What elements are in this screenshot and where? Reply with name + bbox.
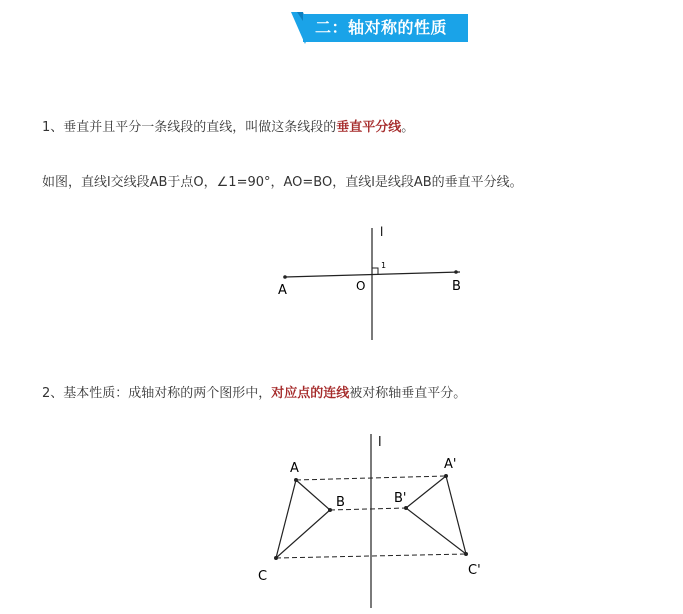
property-highlight: 对应点的连线 bbox=[271, 386, 350, 401]
point-c2 bbox=[464, 552, 468, 556]
property-text: 2、基本性质：成轴对称的两个图形中， bbox=[42, 386, 272, 401]
property-line bbox=[42, 382, 466, 401]
triangle-abc bbox=[276, 480, 330, 558]
triangle-a2b2c2 bbox=[406, 476, 466, 554]
label-l: l bbox=[380, 225, 384, 239]
example-text: 如图，直线l交线段AB于点O，∠1=90°，AO=BO，直线l是线段AB的垂直平分线。 bbox=[42, 175, 523, 190]
label-angle-1: 1 bbox=[381, 261, 387, 270]
point-a2 bbox=[444, 474, 448, 478]
point-a bbox=[283, 275, 287, 279]
banner-title: 二：轴对称的性质 bbox=[303, 14, 468, 42]
right-angle-mark bbox=[372, 268, 378, 274]
point-c bbox=[274, 556, 278, 560]
definition-suffix: 。 bbox=[401, 120, 415, 135]
property-suffix: 被对称轴垂直平分。 bbox=[349, 386, 467, 401]
label-b: B bbox=[452, 279, 461, 294]
point-a bbox=[294, 478, 298, 482]
label-a: A bbox=[278, 283, 287, 298]
definition-text: 1、垂直并且平分一条线段的直线，叫做这条线段的 bbox=[42, 120, 337, 135]
label-b-prime: B' bbox=[394, 491, 407, 506]
label-a: A bbox=[290, 461, 299, 476]
label-o: O bbox=[356, 279, 366, 293]
definition-highlight: 垂直平分线 bbox=[336, 120, 402, 135]
point-b bbox=[328, 508, 332, 512]
figure-axis-symmetry bbox=[250, 430, 510, 612]
label-c-prime: C' bbox=[468, 563, 481, 578]
point-b bbox=[454, 270, 458, 274]
definition-line bbox=[42, 116, 414, 135]
point-b2 bbox=[404, 506, 408, 510]
label-l: l bbox=[378, 435, 382, 450]
label-c: C bbox=[258, 569, 268, 584]
section-banner bbox=[291, 8, 471, 44]
label-a-prime: A' bbox=[444, 457, 457, 472]
label-b: B bbox=[336, 495, 345, 510]
figure-perpendicular-bisector bbox=[270, 222, 480, 342]
example-line bbox=[42, 171, 523, 190]
